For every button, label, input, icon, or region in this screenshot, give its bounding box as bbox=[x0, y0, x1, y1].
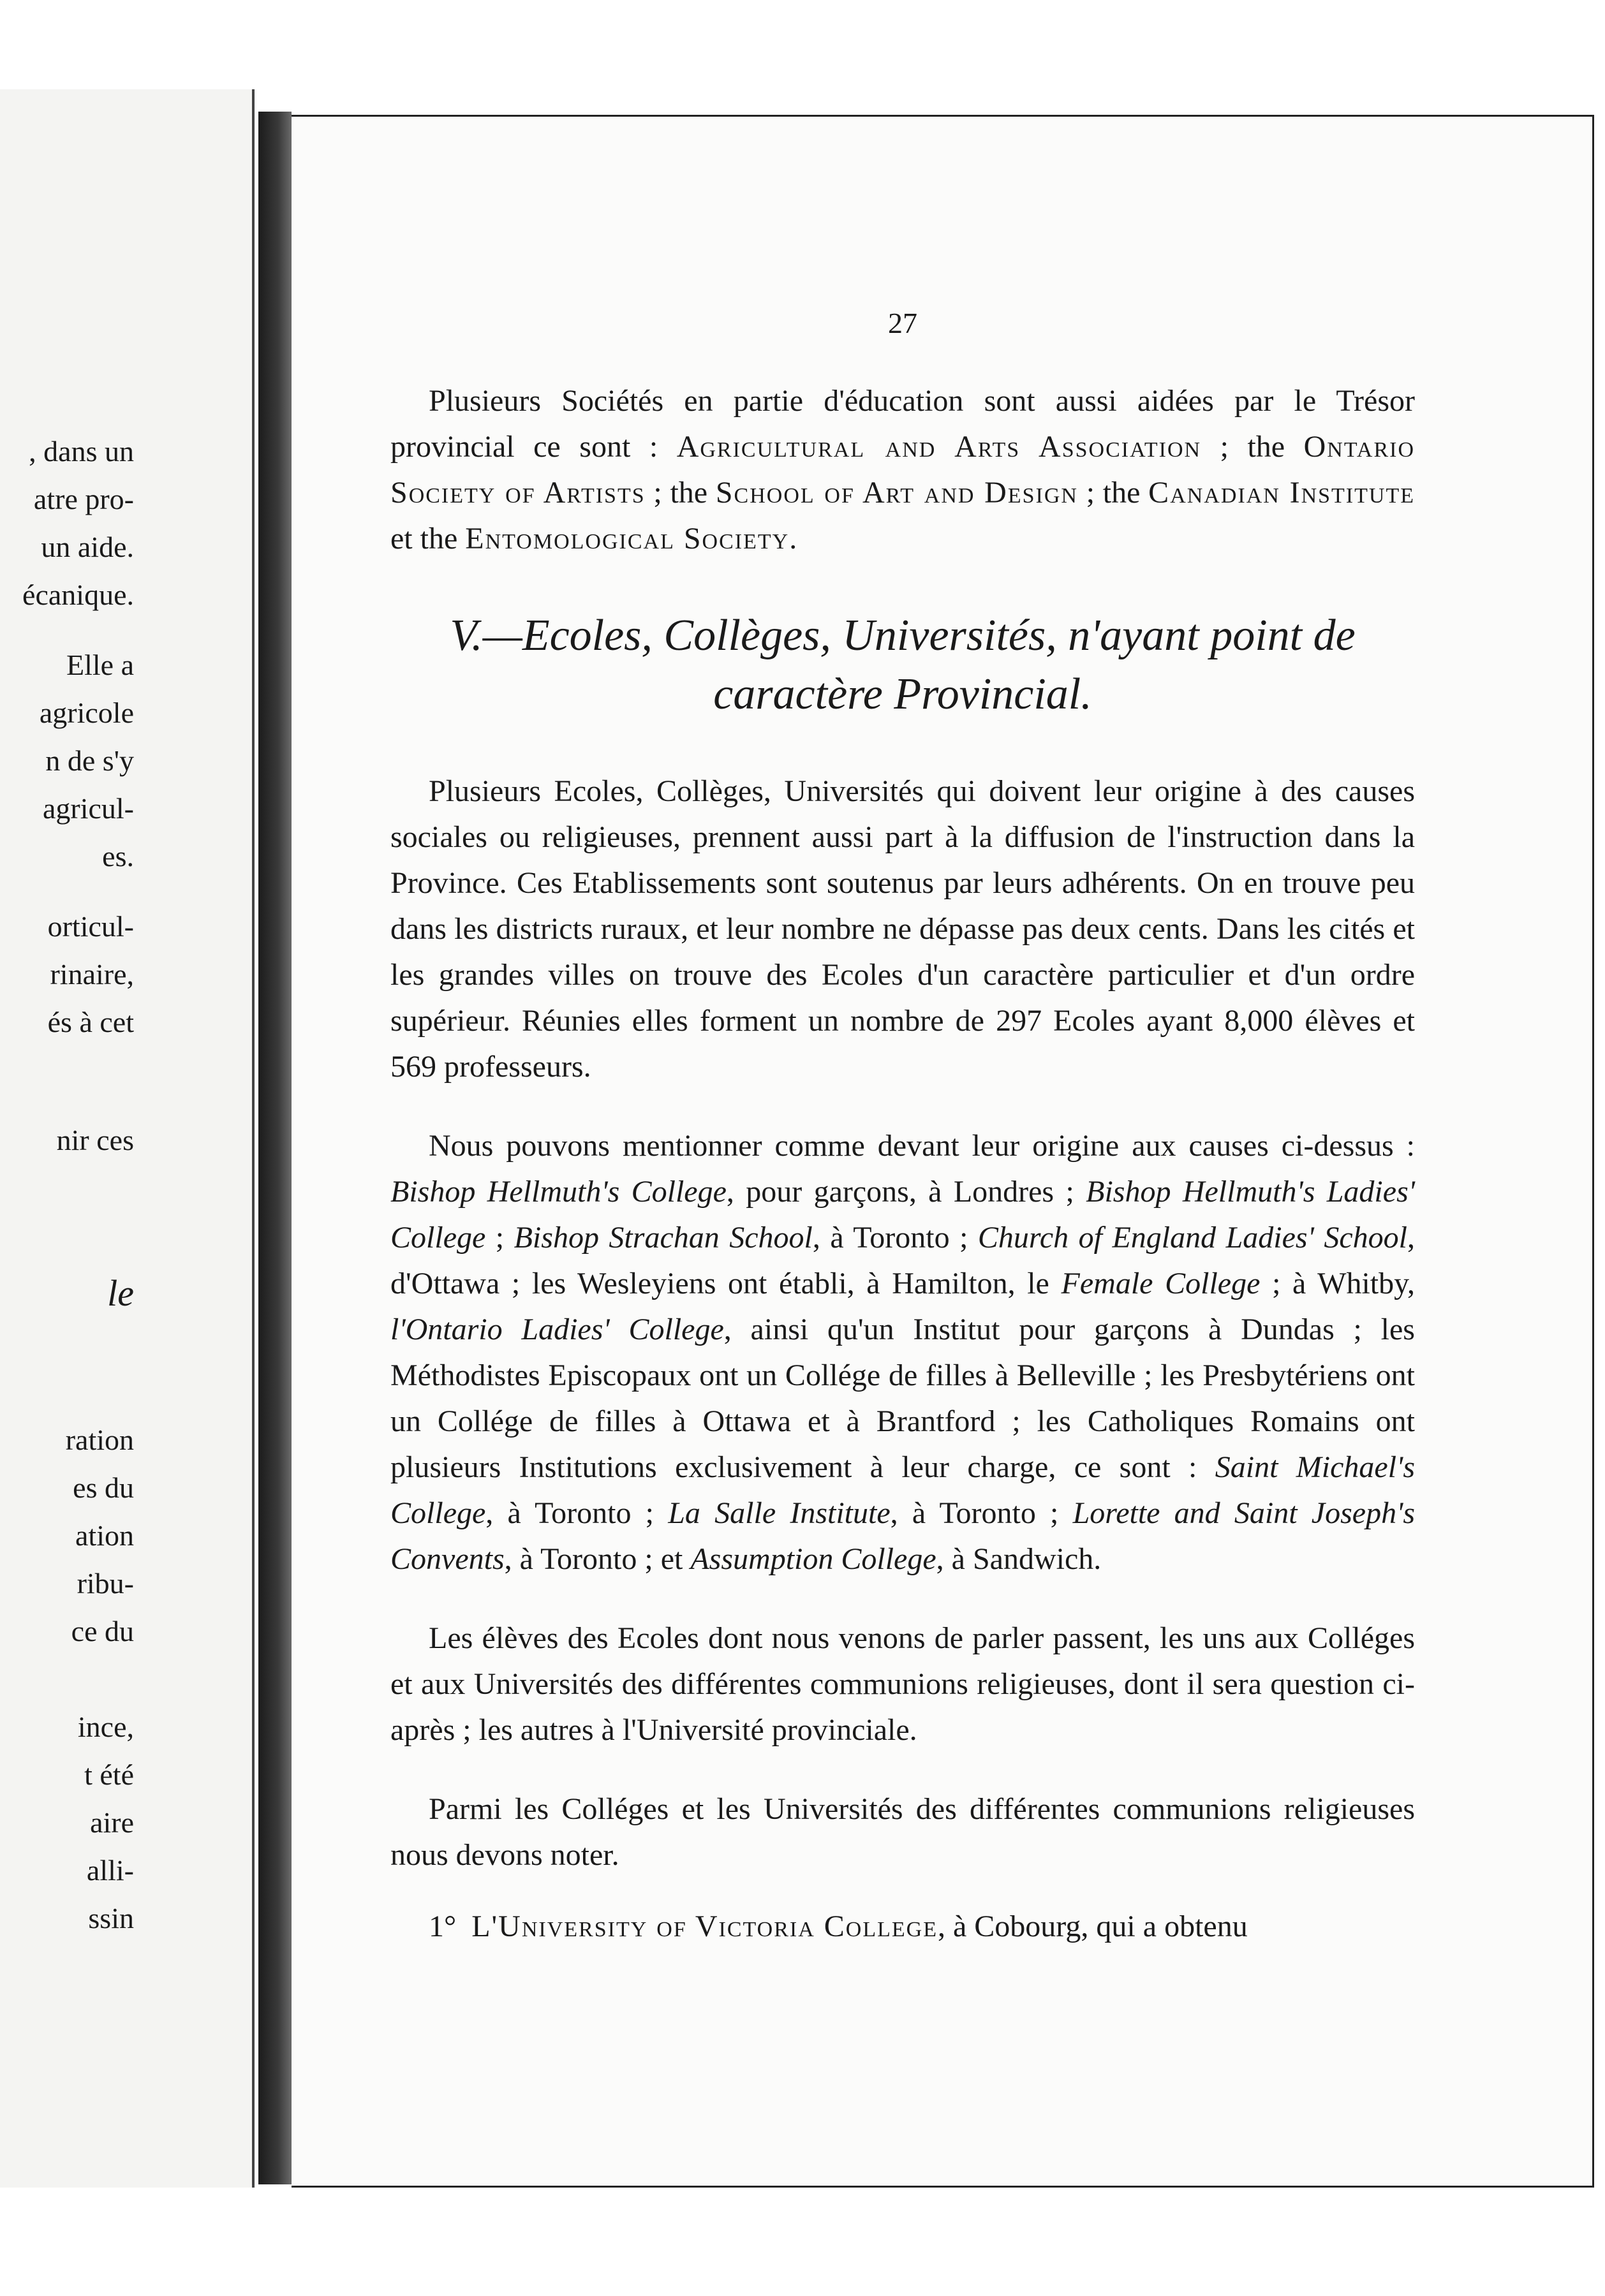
left-line: rinaire, bbox=[50, 958, 134, 990]
left-line: n de s'y bbox=[45, 744, 134, 777]
left-line: alli- bbox=[86, 1854, 134, 1887]
left-line: agricole bbox=[39, 696, 134, 729]
left-line: aire bbox=[90, 1806, 134, 1839]
book-spine-shadow bbox=[258, 112, 292, 2184]
section-heading bbox=[416, 607, 1389, 724]
left-line: atre pro- bbox=[33, 483, 134, 515]
page-content bbox=[390, 306, 1415, 1950]
left-line: écanique. bbox=[22, 578, 134, 611]
left-line: le bbox=[107, 1272, 134, 1314]
left-line: , dans un bbox=[29, 435, 134, 467]
left-line: agricul- bbox=[42, 792, 134, 825]
left-line: orticul- bbox=[47, 910, 134, 943]
paragraph-societies: Plusieurs Sociétés en partie d'éducation sont aussi aidées par le Trésor provincial ce sont : Agricultural and Arts Association ; the Ontario Society of Artists ; the School of Art and Design ; the Canadian Institute et the Entomological Society. bbox=[390, 384, 1416, 556]
section-heading-line1: V.—Ecoles, Collèges, Universités, n'ayant point de bbox=[450, 611, 1356, 660]
left-line: ince, bbox=[77, 1711, 134, 1743]
left-line: ribu- bbox=[77, 1567, 134, 1600]
left-line: un aide. bbox=[41, 531, 134, 563]
left-line: es du bbox=[73, 1471, 134, 1504]
paragraph-colleges-list: Nous pouvons mentionner comme devant leur origine aux causes ci-dessus : Bishop Hellmuth's College, pour garçons, à Londres ; Bishop Hellmuth's Ladies' College ; Bishop Strachan School, à Toronto ; Church of England Ladies' School, d'Ottawa ; les Wesleyiens ont établi, à Hamilton, le Female College ; à Whitby, l'Ontario Ladies' College, ainsi qu'un Institut pour garçons à Dundas ; les Méthodistes Episcopaux ont un Collége de filles à Belleville ; les Presbytériens ont un Collége de filles à Ottawa et à Brantford ; les Catholiques Romains ont plusieurs Institutions exclusivement à leur charge, ce sont : Saint Michael's College, à Toronto ; La Salle Institute, à Toronto ; Lorette and Saint Joseph's Convents, à Toronto ; et Assumption College, à Sandwich. bbox=[390, 1129, 1416, 1576]
left-line: ce du bbox=[71, 1615, 134, 1647]
left-line: Elle a bbox=[66, 649, 134, 681]
paragraph-schools: Plusieurs Ecoles, Collèges, Universités qui doivent leur origine à des causes sociales ou religieuses, prennent aussi part à la diffusion de l'instruction dans la Province. Ces Etablissements sont soutenus par leurs adhérents. On en trouve peu dans les districts ruraux, et leur nombre ne dépasse pas deux cents. Dans les cités et les grandes villes on trouve des Ecoles d'un caractère particulier et d'un ordre supérieur. Réunies elles forment un nombre de 297 Ecoles ayant 8,000 élèves et 569 professeurs. bbox=[390, 774, 1415, 1084]
paragraph-parmi: Parmi les Colléges et les Universités des différentes communions religieuses nous devons noter. bbox=[390, 1792, 1415, 1872]
paragraph-students: Les élèves des Ecoles dont nous venons de parler passent, les uns aux Colléges et aux Universités des différentes communions religieuses, dont il sera question ci-après ; les autres à l'Université provinciale. bbox=[390, 1621, 1415, 1747]
left-line: es. bbox=[102, 840, 134, 872]
paragraph-victoria: 1° L'University of Victoria College, à Cobourg, qui a obtenu bbox=[429, 1910, 1248, 1943]
page-number: 27 bbox=[888, 307, 917, 339]
left-line: ssin bbox=[88, 1902, 134, 1934]
left-line: t été bbox=[84, 1758, 134, 1791]
left-line: ration bbox=[65, 1424, 134, 1456]
left-page-fragment bbox=[0, 89, 255, 2188]
list-number: 1° bbox=[429, 1910, 457, 1943]
left-line: nir ces bbox=[56, 1124, 134, 1156]
left-line: és à cet bbox=[47, 1006, 134, 1038]
section-heading-line2: caractère Provincial. bbox=[713, 670, 1092, 719]
left-line: ation bbox=[75, 1519, 134, 1552]
